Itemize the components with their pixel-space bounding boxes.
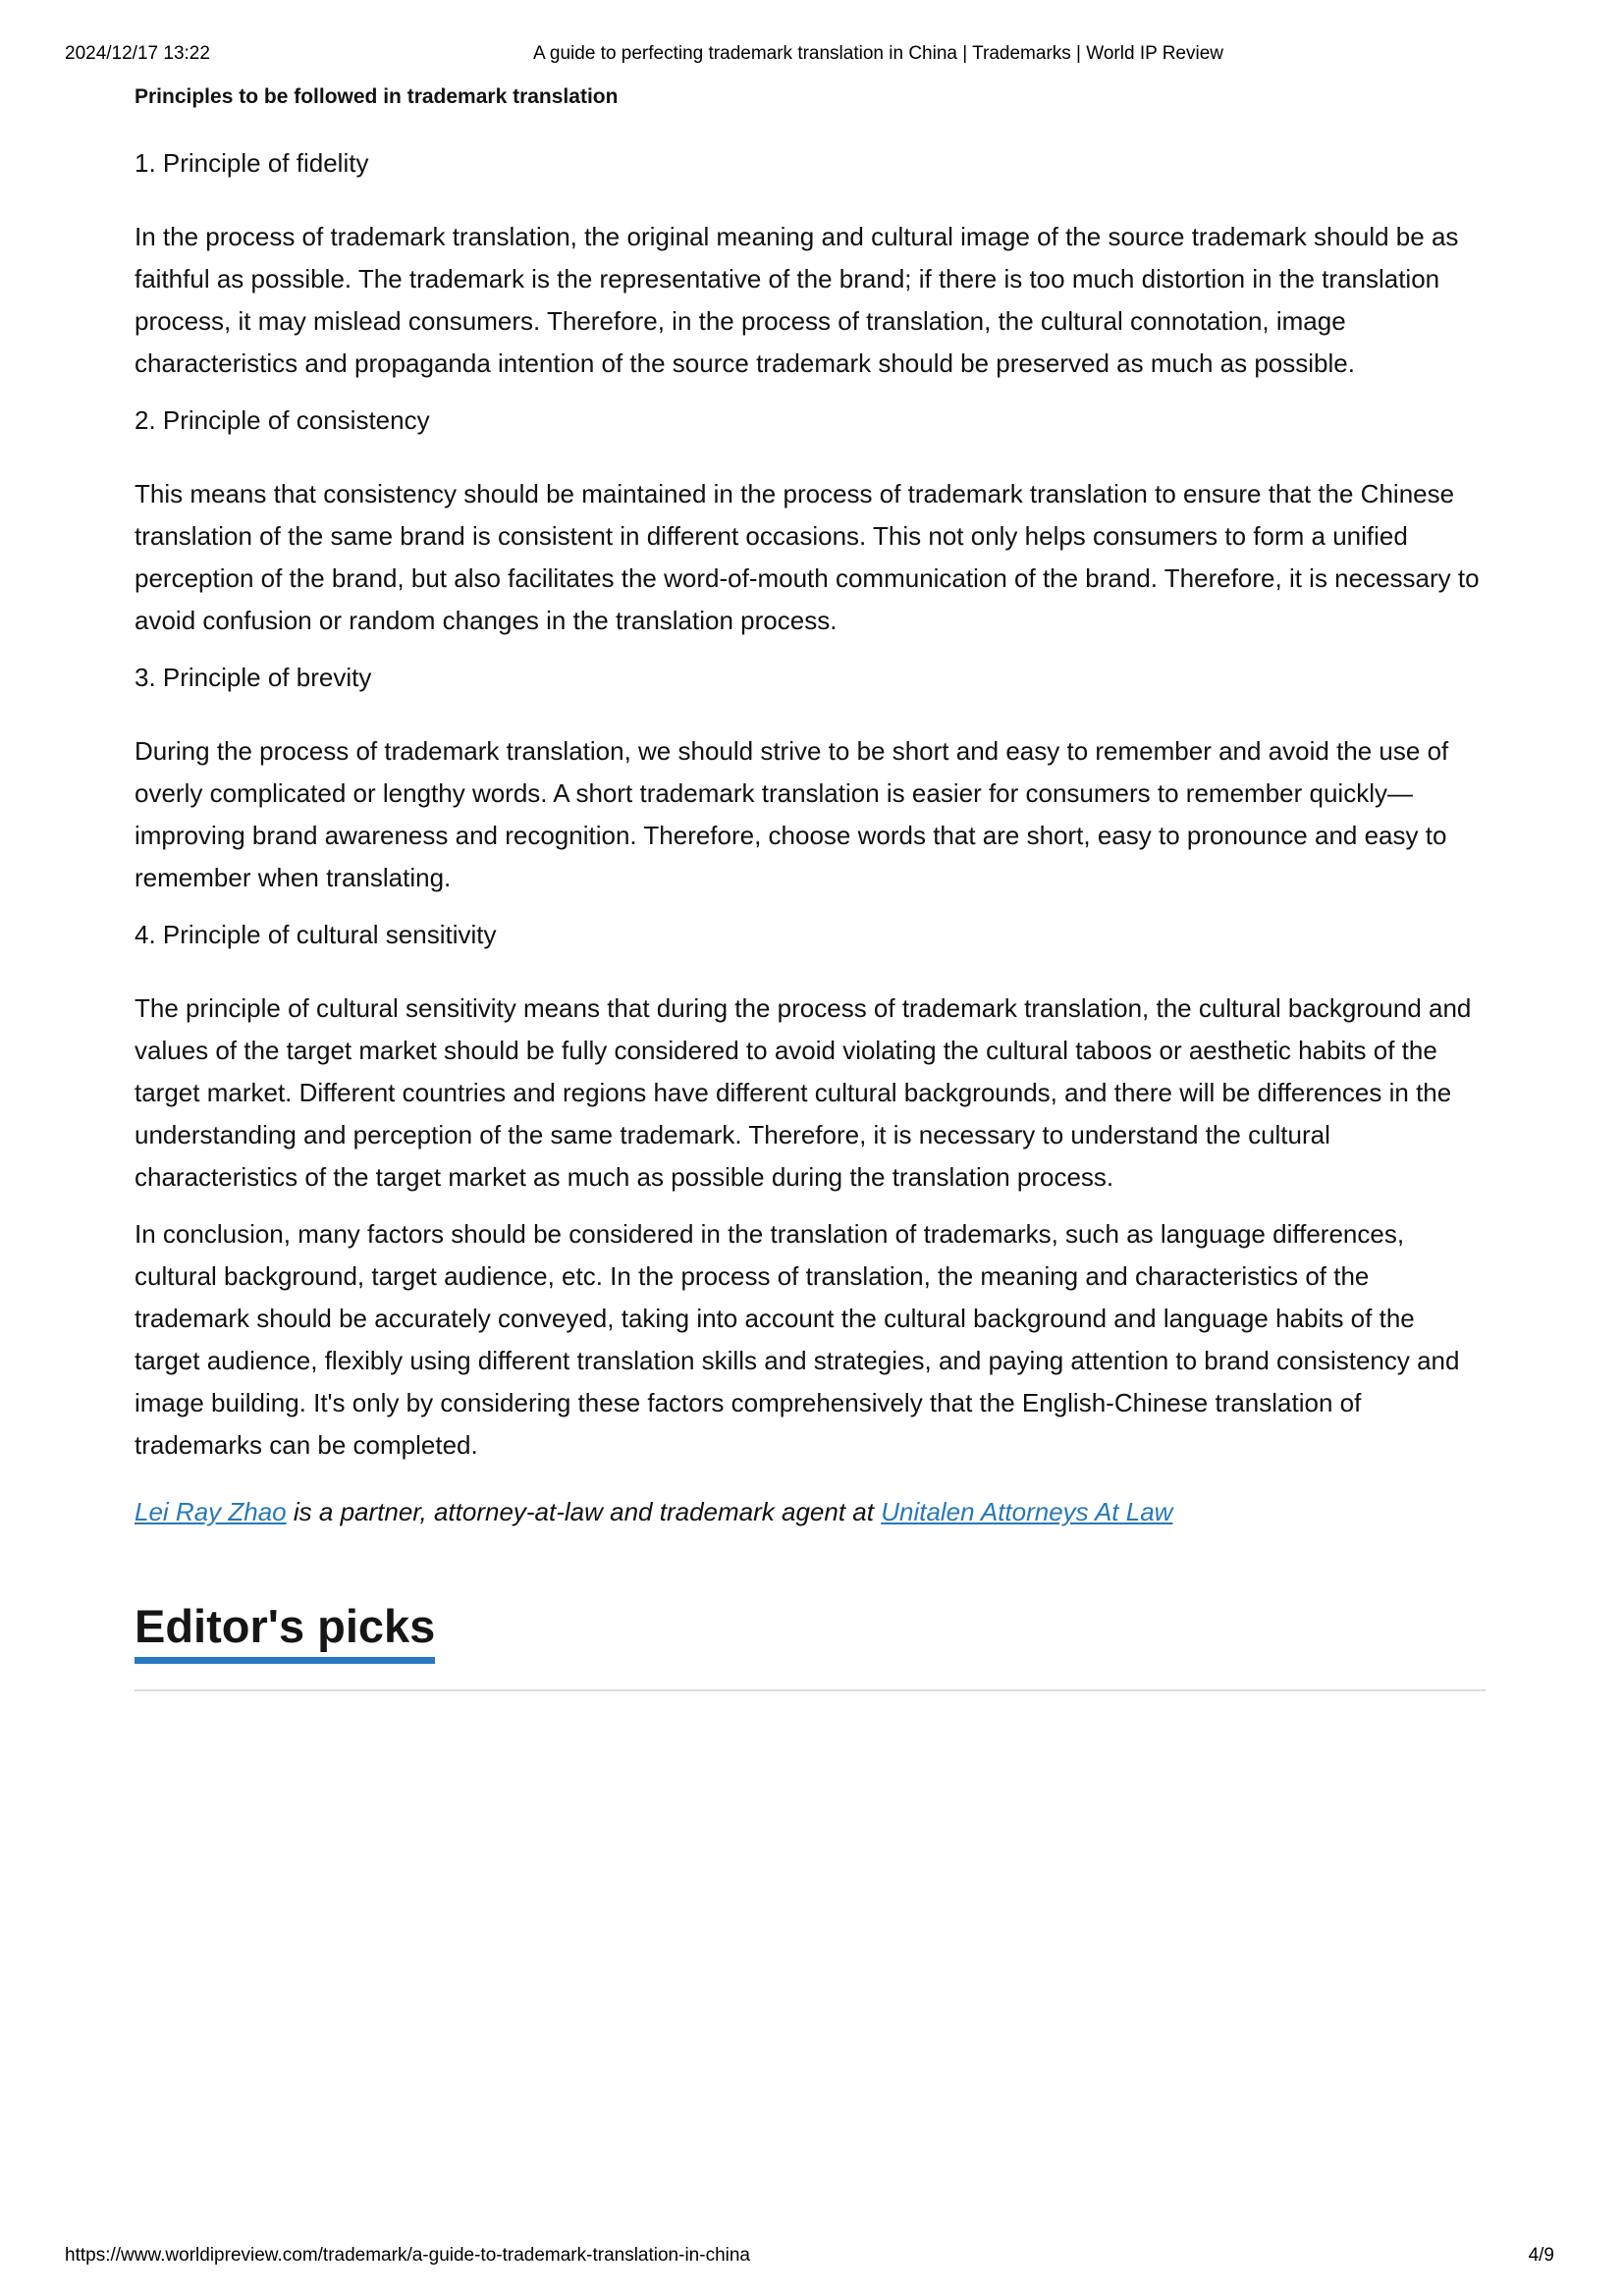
firm-link[interactable]: Unitalen Attorneys At Law [881, 1497, 1173, 1526]
byline-text: is a partner, attorney-at-law and trademark agent at [286, 1497, 882, 1526]
principle-4-heading: 4. Principle of cultural sensitivity [135, 920, 497, 949]
author-byline [135, 1491, 1486, 1533]
principle-2-heading: 2. Principle of consistency [135, 405, 430, 435]
editors-picks-heading: Editor's picks [135, 1602, 435, 1664]
principle-3-heading: 3. Principle of brevity [135, 663, 372, 692]
principle-1-paragraph: In the process of trademark translation, the original meaning and cultural image of the source trademark should be as faithful as possible. The trademark is the representative of the brand; if there is too much distortion in the translation process, it may mislead consumers. Therefore, in the process of translation, the cultural connotation, image characteristics and propaganda intention of the source trademark should be preserved as much as possible. [135, 222, 1459, 378]
print-footer-page-number: 4/9 [1528, 2245, 1554, 2266]
principle-1-heading: 1. Principle of fidelity [135, 148, 369, 178]
print-footer-url: https://www.worldipreview.com/trademark/a-guide-to-trademark-translation-in-china [65, 2245, 750, 2266]
conclusion-paragraph: In conclusion, many factors should be considered in the translation of trademarks, such as language differences, cultural background, target audience, etc. In the process of translation, the meaning and characteristics of the trademark should be accurately conveyed, taking into account the cultural background and language habits of the target audience, flexibly using different translation skills and strategies, and paying attention to brand consistency and image building. It's only by considering these factors comprehensively that the English-Chinese translation of trademarks can be completed. [135, 1219, 1460, 1460]
principle-3-paragraph: During the process of trademark translation, we should strive to be short and easy to remember and avoid the use of overly complicated or lengthy words. A short trademark translation is easier for consumers to remember quickly—improving brand awareness and recognition. Therefore, choose words that are short, easy to pronounce and easy to remember when translating. [135, 736, 1449, 892]
print-header-datetime: 2024/12/17 13:22 [65, 43, 210, 64]
principles-section-title: Principles to be followed in trademark translation [135, 85, 619, 108]
principle-2-paragraph: This means that consistency should be maintained in the process of trademark translation to ensure that the Chinese translation of the same brand is consistent in different occasions. This not only helps consumers to form a unified perception of the brand, but also facilitates the word-of-mouth communication of the brand. Therefore, it is necessary to avoid confusion or random changes in the translation process. [135, 479, 1480, 635]
editors-picks-divider [135, 1689, 1486, 1691]
print-header-title: A guide to perfecting trademark translation in China | Trademarks | World IP Review [533, 43, 1223, 64]
article-content [135, 83, 1486, 1691]
principle-4-paragraph: The principle of cultural sensitivity means that during the process of trademark translation, the cultural background and values of the target market should be fully considered to avoid violating the cultural taboos or aesthetic habits of the target market. Different countries and regions have different cultural backgrounds, and there will be differences in the understanding and perception of the same trademark. Therefore, it is necessary to understand the cultural characteristics of the target market as much as possible during the translation process. [135, 993, 1472, 1192]
author-link[interactable]: Lei Ray Zhao [135, 1497, 287, 1526]
